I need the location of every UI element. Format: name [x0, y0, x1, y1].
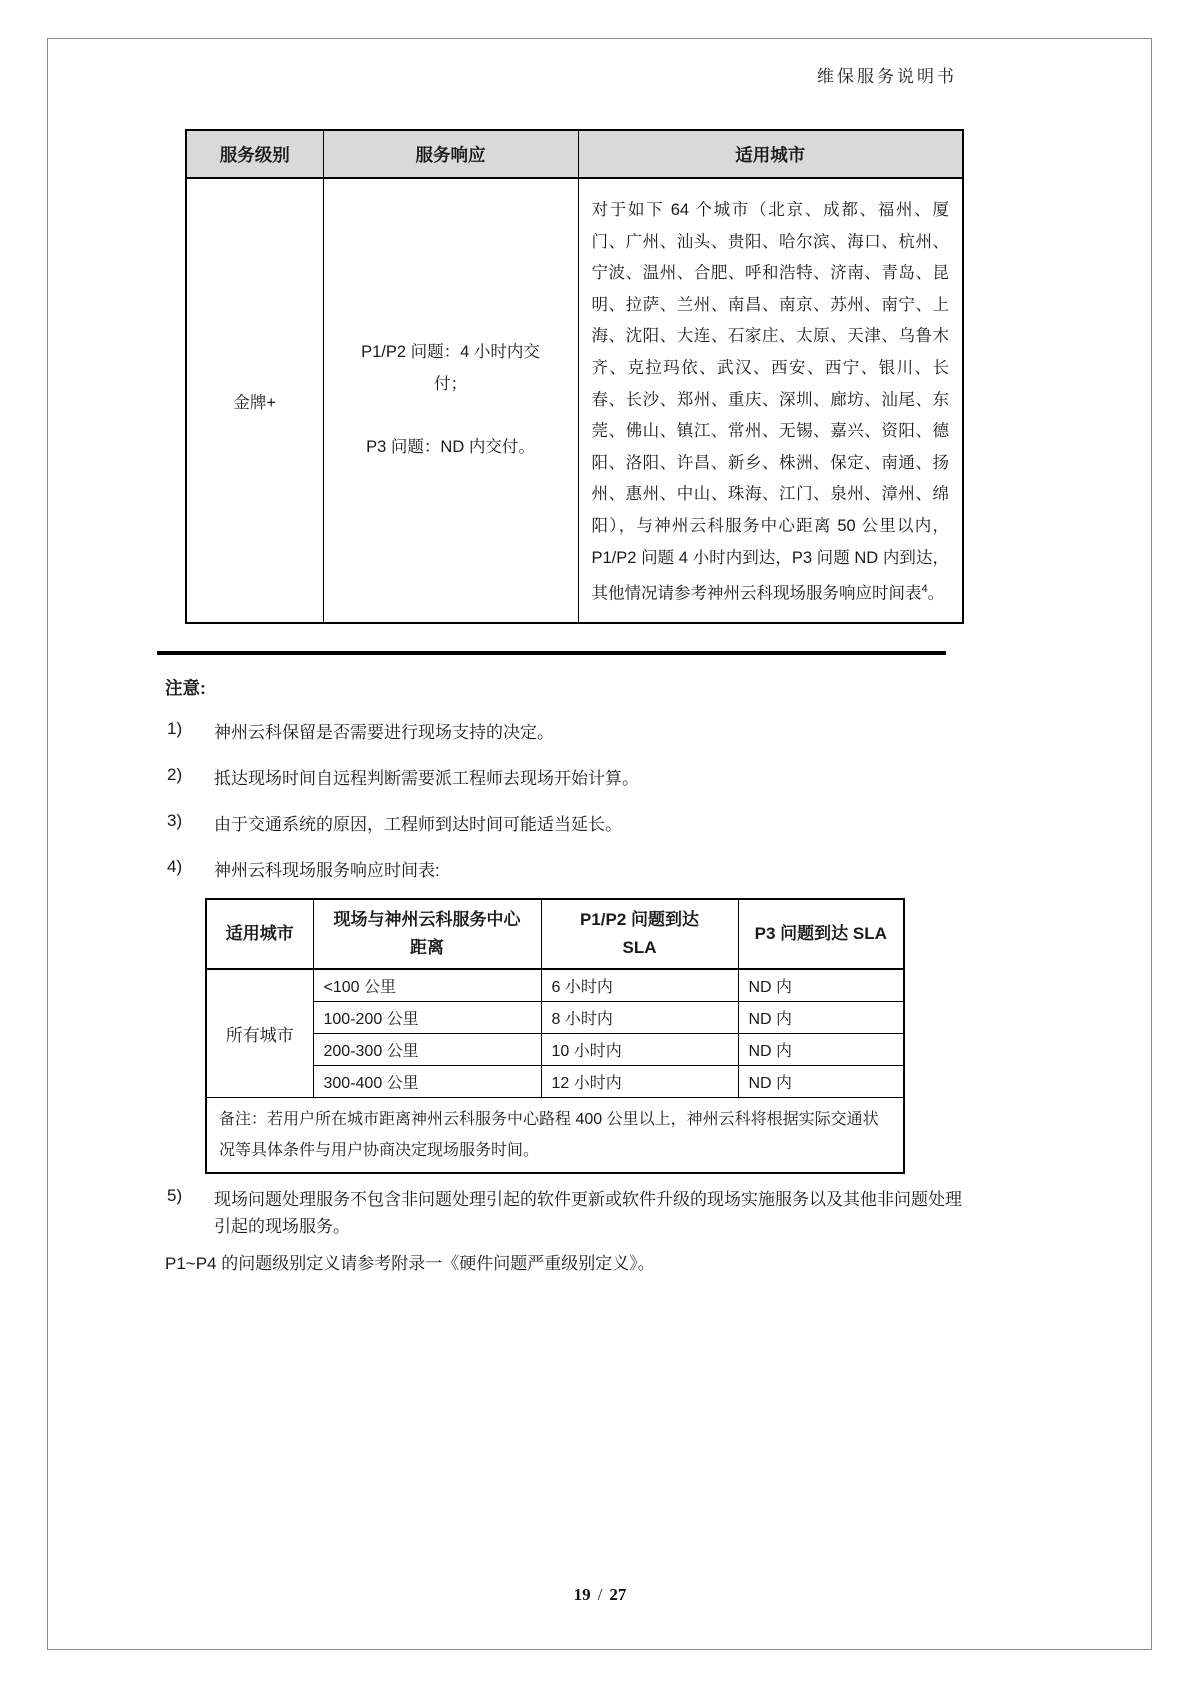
city-scope-cell: 所有城市 [206, 969, 313, 1098]
service-table-row [186, 178, 963, 623]
header-distance-line1: 现场与神州云科服务中心 [333, 909, 521, 929]
distance-cell: <100 公里 [313, 969, 541, 1002]
p3-sla-cell: ND 内 [738, 1033, 904, 1065]
note-item-number: 5) [167, 1185, 183, 1205]
page-number-separator: / [597, 1585, 603, 1604]
response-p12-text: P1/P2 问题：4 小时内交付； [361, 343, 540, 394]
table-row [206, 969, 904, 1002]
service-table-header-level: 服务级别 [186, 130, 323, 178]
table-note-cell: 备注：若用户所在城市距离神州云科服务中心路程 400 公里以上，神州云科将根据实际交通状况等具体条件与用户协商决定现场服务时间。 [206, 1097, 904, 1173]
note-item-1 [157, 719, 963, 746]
table-note-row [206, 1097, 904, 1173]
header-p12-line1: P1/P2 问题到达 [579, 909, 700, 929]
p3-sla-cell: ND 内 [738, 969, 904, 1002]
response-p3-text: P3 问题：ND 内交付。 [366, 438, 535, 457]
response-time-header-p12 [541, 899, 738, 969]
note-item-text: 现场问题处理服务不包含非问题处理引起的软件更新或软件升级的现场实施服务以及其他非问题处理引起的现场服务。 [214, 1189, 962, 1236]
note-item-number: 4) [167, 856, 183, 876]
response-time-header-distance [313, 899, 541, 969]
service-level-table [185, 129, 964, 624]
note-item-number: 3) [167, 810, 183, 830]
note-item-text: 由于交通系统的原因，工程师到达时间可能适当延长。 [214, 814, 622, 834]
applicable-cities-cell [578, 178, 963, 623]
cities-paragraph-end: 。 [927, 584, 945, 603]
p12-sla-cell: 6 小时内 [541, 969, 738, 1002]
note-item-2 [157, 765, 963, 792]
current-page-number: 19 [573, 1585, 591, 1604]
p12-sla-cell: 10 小时内 [541, 1033, 738, 1065]
page-content [157, 62, 963, 1277]
note-item-5 [157, 1186, 963, 1240]
note-item-number: 2) [167, 764, 183, 784]
distance-cell: 100-200 公里 [313, 1001, 541, 1033]
note-item-text: 抵达现场时间自远程判断需要派工程师去现场开始计算。 [214, 768, 639, 788]
total-page-number: 27 [609, 1585, 627, 1604]
document-header-title: 维保服务说明书 [817, 67, 957, 86]
response-time-header-p3: P3 问题到达 SLA [738, 899, 904, 969]
note-item-4 [157, 857, 963, 884]
notes-title: 注意: [165, 677, 206, 698]
page-number-footer [0, 1585, 1200, 1605]
service-level-cell: 金牌+ [186, 178, 323, 623]
distance-cell: 200-300 公里 [313, 1033, 541, 1065]
service-response-cell [323, 178, 578, 623]
p1-p4-definition-footnote: P1~P4 的问题级别定义请参考附录一《硬件问题严重级别定义》。 [165, 1253, 655, 1273]
p12-sla-cell: 8 小时内 [541, 1001, 738, 1033]
header-p12-line2: SLA [622, 937, 657, 957]
service-table-header-response: 服务响应 [323, 130, 578, 178]
p12-sla-cell: 12 小时内 [541, 1065, 738, 1097]
p3-sla-cell: ND 内 [738, 1065, 904, 1097]
response-time-header-row [206, 899, 904, 969]
service-table-header-cities: 适用城市 [578, 130, 963, 178]
note-item-text: 神州云科保留是否需要进行现场支持的决定。 [214, 722, 554, 742]
note-item-3 [157, 811, 963, 838]
service-table-header-row [186, 130, 963, 178]
response-time-header-city: 适用城市 [206, 899, 313, 969]
footnote-reference-4: 4 [921, 583, 928, 596]
p3-sla-cell: ND 内 [738, 1001, 904, 1033]
note-item-text: 神州云科现场服务响应时间表: [214, 860, 440, 880]
header-distance-line2: 距离 [410, 937, 444, 957]
distance-cell: 300-400 公里 [313, 1065, 541, 1097]
response-time-table [205, 898, 905, 1174]
note-item-number: 1) [167, 718, 183, 738]
section-divider-rule [157, 651, 946, 655]
cities-paragraph: 对于如下 64 个城市（北京、成都、福州、厦门、广州、汕头、贵阳、哈尔滨、海口、杭州、宁波、温州、合肥、呼和浩特、济南、青岛、昆明、拉萨、兰州、南昌、南京、苏州、南宁、上海、沈阳、大连、石家庄、太原、天津、乌鲁木齐、克拉玛依、武汉、西安、西宁、银川、长春、长沙、郑州、重庆、深圳、廊坊、汕尾、东莞、佛山、镇江、常州、无锡、嘉兴、资阳、德阳、洛阳、许昌、新乡、株洲、保定、南通、扬州、惠州、中山、珠海、江门、泉州、漳州、绵阳），与神州云科服务中心距离 50 公里以内，P1/P2 问题 4 小时内到达，P3 问题 ND 内到达，其他情况请参考神州云科现场服务响应时间表 [591, 201, 949, 603]
